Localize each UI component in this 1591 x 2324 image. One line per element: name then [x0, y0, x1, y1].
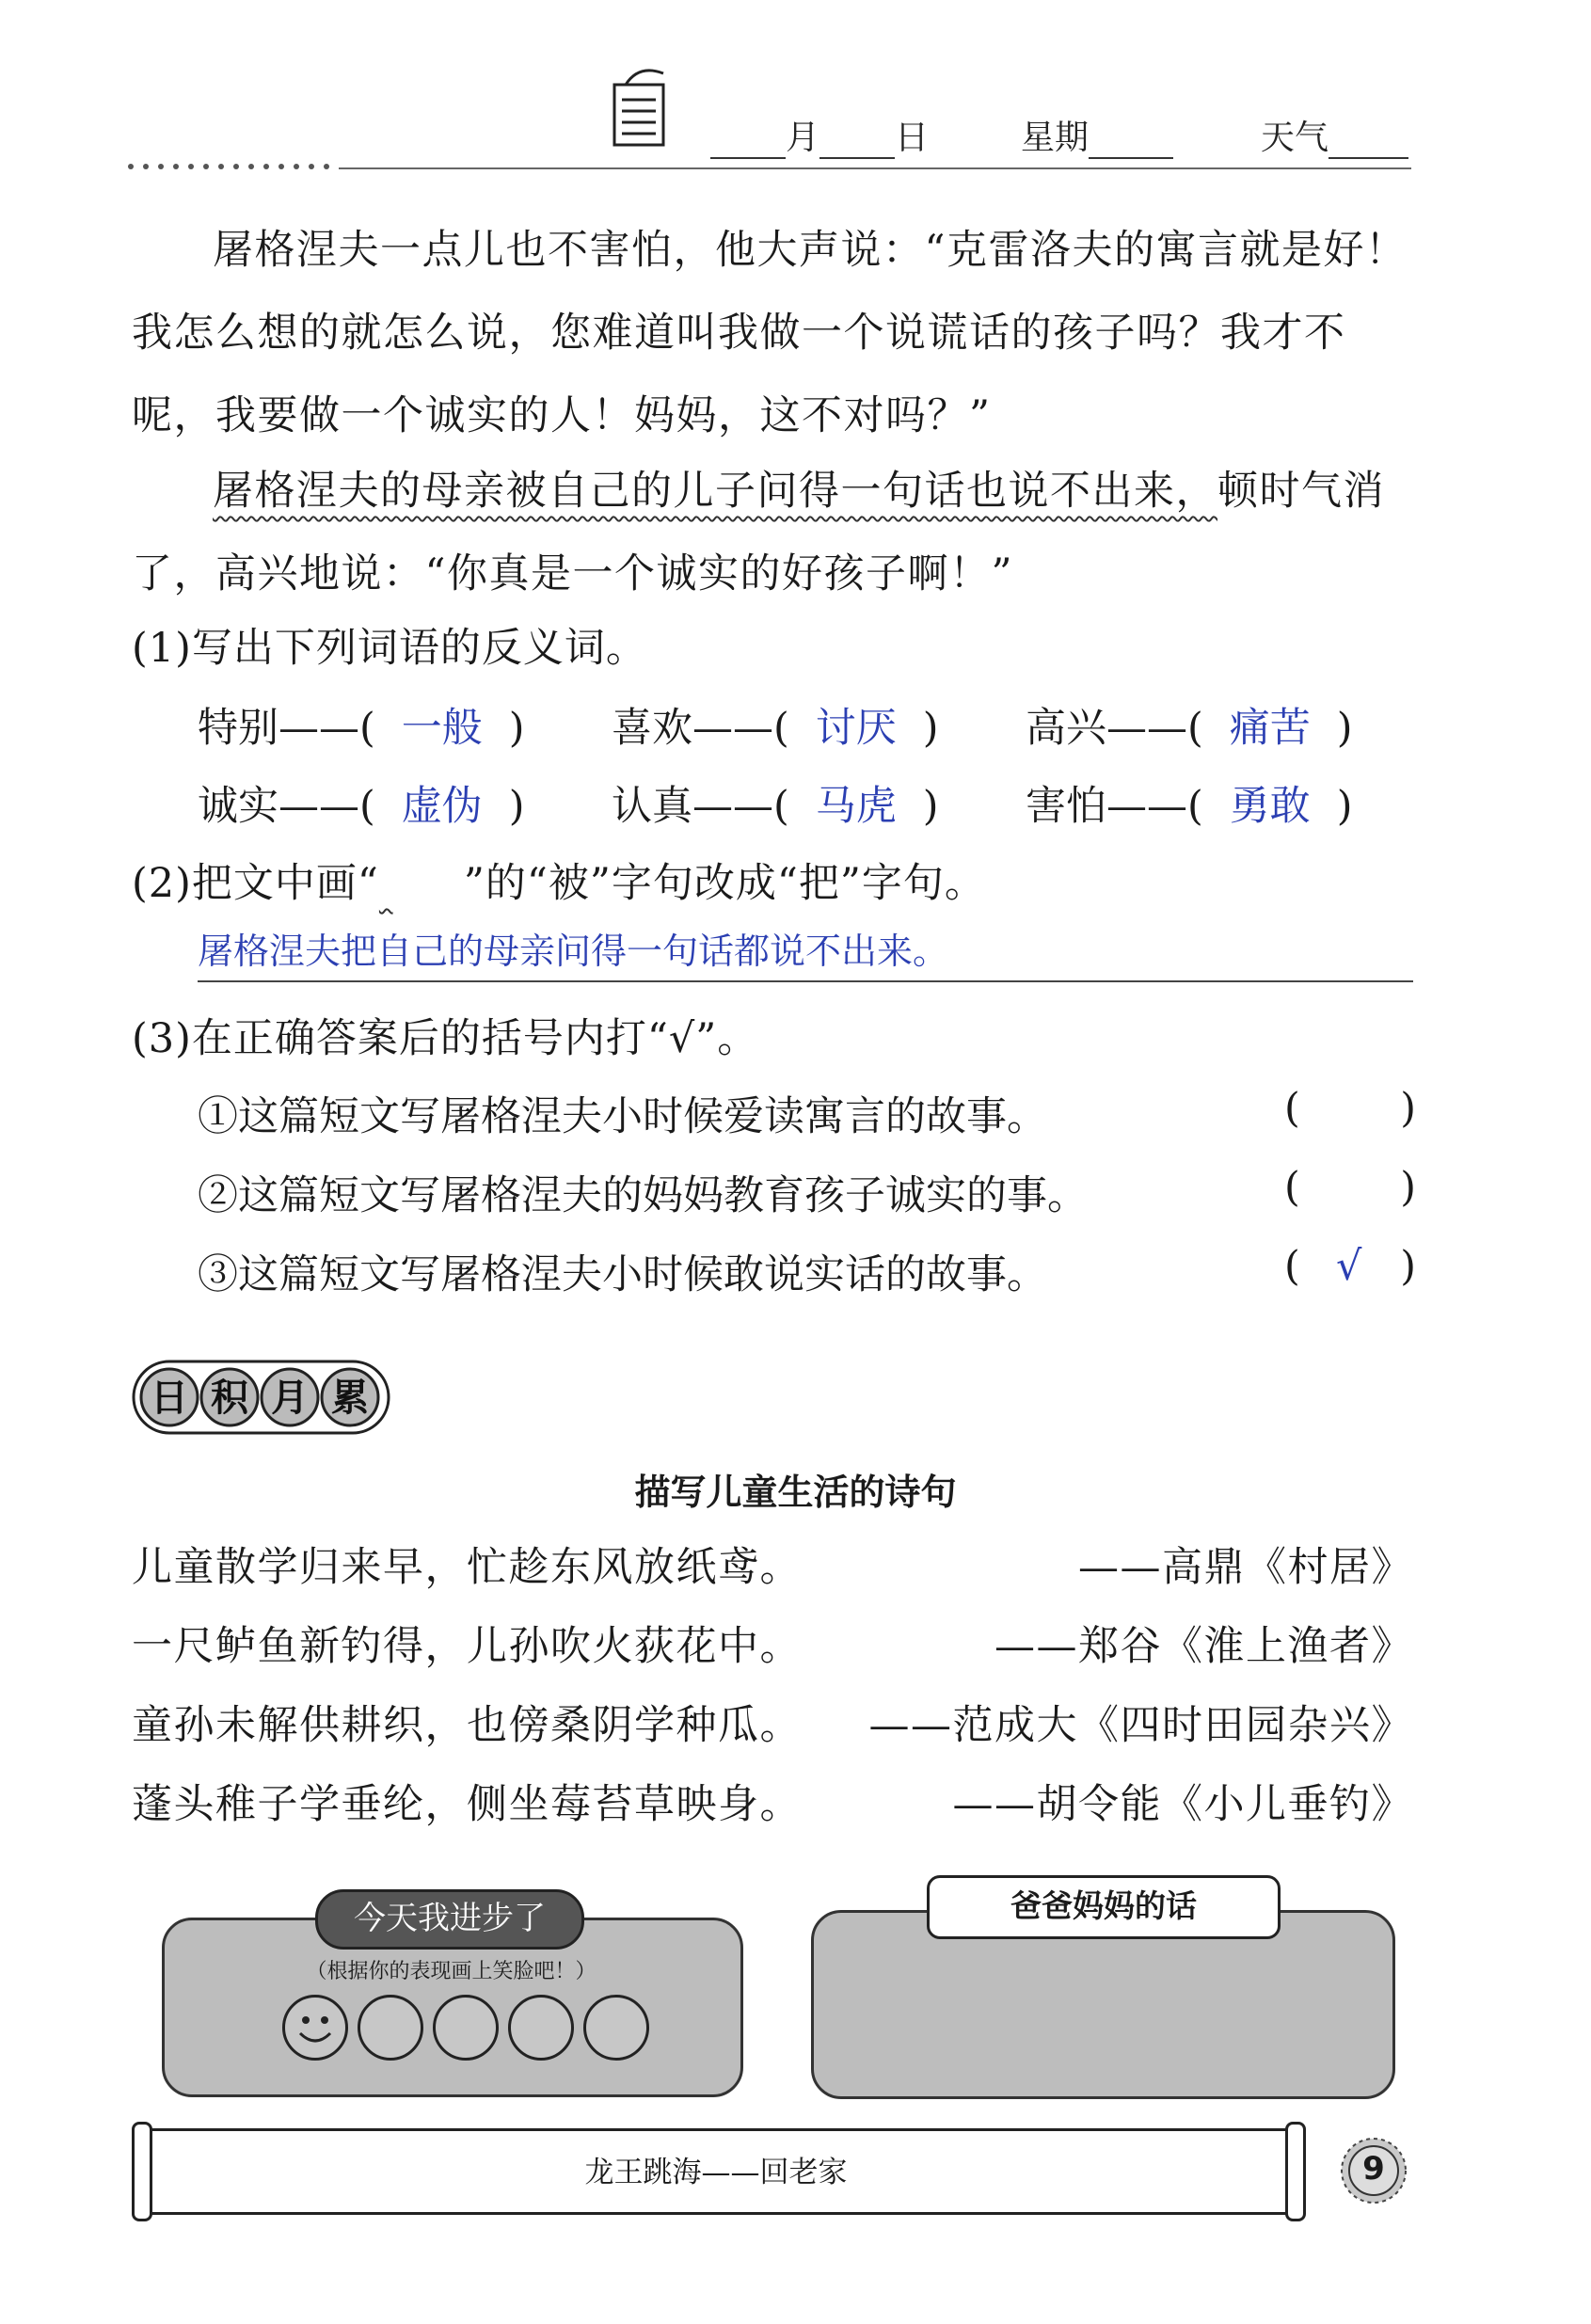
answer-underline	[198, 980, 1413, 982]
paren-close: )	[1400, 1164, 1416, 1211]
month-label: 月	[786, 119, 820, 157]
parents-comment-label: 爸爸妈妈的话	[927, 1875, 1281, 1939]
passage-paragraph-2-rest: 顿时气消了，高兴地说：“你真是一个诚实的好孩子啊！”	[132, 468, 1385, 597]
antonym-pair	[198, 696, 525, 754]
passage-paragraph-2	[132, 450, 1411, 615]
poem-line: 儿童散学归来早，忙趁东风放纸鸢。	[132, 1544, 802, 1591]
section-badge	[132, 1360, 390, 1435]
empty-face-circle[interactable]	[508, 1995, 574, 2061]
poem-line: 蓬头稚子学垂纶，侧坐莓苔草映身。	[132, 1781, 802, 1828]
notebook-icon	[607, 64, 671, 149]
poem-row	[132, 1536, 1413, 1592]
poem-section-title: 描写儿童生活的诗句	[634, 1472, 957, 1513]
question-2-prompt-end: ”的“被”字句改成“把”字句。	[463, 860, 986, 907]
antonym-answer[interactable]: 一般	[401, 705, 483, 752]
smile-icon	[285, 1998, 345, 2058]
antonym-close: )	[1336, 705, 1353, 752]
antonym-answer[interactable]: 马虎	[815, 783, 897, 830]
poem-source: ——高鼎《村居》	[1078, 1544, 1413, 1591]
antonym-pair	[198, 774, 525, 832]
poem-row	[132, 1694, 1413, 1750]
paren-close: )	[1400, 1243, 1416, 1290]
month-blank	[710, 123, 786, 159]
badge-char: 月	[271, 1377, 309, 1420]
empty-face-circle[interactable]	[583, 1995, 649, 2061]
badge-char: 积	[211, 1377, 248, 1420]
antonym-word: 害怕——(	[1026, 783, 1203, 830]
question-2-prompt-start: (2)把文中画“	[132, 860, 379, 907]
weather-label: 天气	[1261, 119, 1329, 157]
question-2-answer[interactable]: 屠格涅夫把自己的母亲问得一句话都说不出来。	[198, 931, 949, 972]
check-mark: √	[1336, 1243, 1362, 1290]
wavy-underlined-sentence: 屠格涅夫的母亲被自己的儿子问得一句话也说不出来，	[213, 468, 1217, 515]
antonym-answer[interactable]: 勇敢	[1229, 783, 1311, 830]
badge-char: 日	[151, 1377, 188, 1420]
paren-open: (	[1284, 1164, 1300, 1211]
antonym-word: 特别——(	[198, 705, 375, 752]
weekday-label: 星期	[1021, 119, 1090, 157]
wavy-line-sample	[379, 860, 464, 907]
header-month	[710, 111, 929, 159]
antonym-close: )	[1336, 783, 1353, 830]
header-weekday	[1021, 111, 1173, 159]
progress-box-hint: （根据你的表现画上笑脸吧！）	[306, 1960, 597, 1983]
poem-line: 童孙未解供耕织，也傍桑阴学种瓜。	[132, 1702, 802, 1749]
weekday-blank	[1089, 123, 1173, 159]
antonym-answer[interactable]: 痛苦	[1229, 705, 1311, 752]
antonym-close: )	[508, 705, 525, 752]
antonym-word: 诚实——(	[198, 783, 375, 830]
progress-box-label: 今天我进步了	[315, 1889, 584, 1950]
choice-option: ②这篇短文写屠格涅夫的妈妈教育孩子诚实的事。	[198, 1172, 1088, 1219]
antonym-answer[interactable]: 讨厌	[815, 705, 897, 752]
poem-line: 一尺鲈鱼新钓得，儿孙吹火荻花中。	[132, 1623, 802, 1670]
antonym-close: )	[508, 783, 525, 830]
poem-source: ——郑谷《淮上渔者》	[994, 1623, 1413, 1670]
footer-riddle: 龙王跳海——回老家	[584, 2156, 848, 2189]
antonym-pair	[612, 696, 939, 754]
poem-source: ——胡令能《小儿垂钓》	[952, 1781, 1413, 1828]
day-label: 日	[895, 119, 930, 157]
antonym-word: 喜欢——(	[612, 705, 789, 752]
header-weather	[1261, 111, 1408, 159]
passage-paragraph-1: 屠格涅夫一点儿也不害怕，他大声说：“克雷洛夫的寓言就是好！我怎么想的就怎么说，您难道叫我做一个说谎话的孩子吗？我才不呢，我要做一个诚实的人！妈妈，这不对吗？”	[132, 227, 1408, 439]
antonym-close: )	[922, 783, 939, 830]
empty-face-circle[interactable]	[358, 1995, 423, 2061]
question-3-prompt: (3)在正确答案后的括号内打“√”。	[132, 1015, 759, 1062]
smiley-face-icon[interactable]	[282, 1995, 348, 2061]
antonym-pair	[612, 774, 939, 832]
question-1-prompt: (1)写出下列词语的反义词。	[132, 625, 647, 672]
paren-open: (	[1284, 1243, 1300, 1290]
choice-option: ①这篇短文写屠格涅夫小时候爱读寓言的故事。	[198, 1093, 1047, 1140]
paren-open: (	[1284, 1085, 1300, 1132]
antonym-close: )	[922, 705, 939, 752]
question-2-prompt	[132, 852, 986, 909]
antonym-answer[interactable]: 虚伪	[401, 783, 483, 830]
antonym-word: 认真——(	[612, 783, 789, 830]
antonym-pair	[1026, 696, 1353, 754]
antonym-pair	[1026, 774, 1353, 832]
page-number: 9	[1362, 2150, 1385, 2188]
poem-source: ——范成大《四时田园杂兴》	[868, 1702, 1413, 1749]
paren-close: )	[1400, 1085, 1416, 1132]
poem-row	[132, 1773, 1413, 1829]
weather-blank	[1328, 123, 1408, 159]
empty-face-circle[interactable]	[433, 1995, 499, 2061]
day-blank	[819, 123, 895, 159]
badge-char: 累	[331, 1377, 369, 1420]
antonym-word: 高兴——(	[1026, 705, 1203, 752]
choice-option: ③这篇短文写屠格涅夫小时候敢说实话的故事。	[198, 1251, 1047, 1298]
poem-row	[132, 1615, 1413, 1671]
header-rule	[339, 167, 1411, 169]
